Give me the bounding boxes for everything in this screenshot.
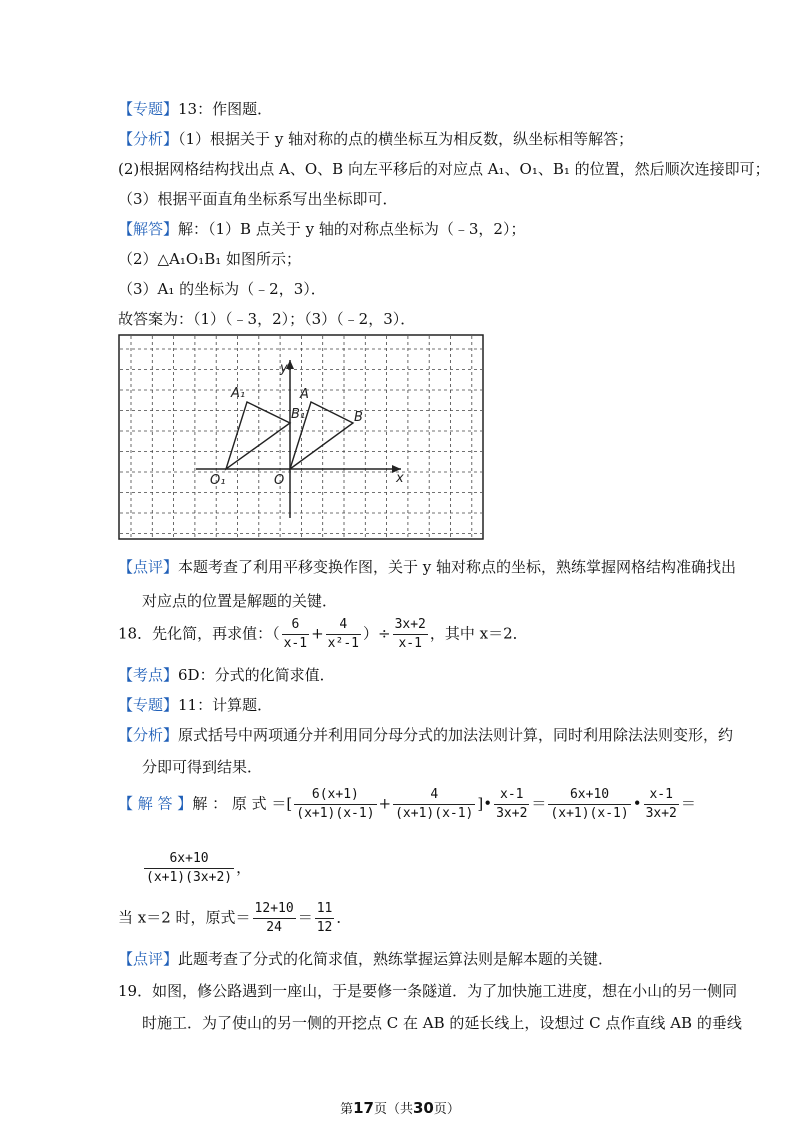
footer-mid: 页（共 bbox=[373, 1102, 413, 1117]
line-knowledge-point bbox=[118, 664, 335, 686]
line-problem-19 bbox=[118, 980, 737, 1002]
label-o1: O₁ bbox=[210, 473, 226, 488]
equals-sign: ＝ bbox=[297, 908, 313, 927]
frac-den: 3x+2 bbox=[496, 806, 528, 821]
frac-num: 6x+10 bbox=[548, 786, 630, 805]
line-analysis bbox=[118, 128, 633, 150]
plus-sign: + bbox=[378, 794, 392, 813]
grid-lines bbox=[120, 336, 482, 538]
frac-den: (x+1)(x-1) bbox=[550, 806, 629, 821]
bracket-open: [ bbox=[286, 794, 293, 813]
fraction-result bbox=[144, 850, 234, 887]
answer-text-2: （2）△A₁O₁B₁ 如图所示； bbox=[118, 250, 302, 268]
analysis-text-3: （3）根据平面直角坐标系写出坐标即可． bbox=[118, 190, 398, 208]
answer-text-1: 解：（1）B 点关于 y 轴的对称点坐标为（﹣3，2）； bbox=[178, 220, 526, 238]
tag-comment: 【点评】 bbox=[118, 558, 179, 576]
label-o: O bbox=[274, 473, 285, 488]
fraction-step-3 bbox=[494, 786, 529, 823]
analysis-18-text-2: 分即可得到结果． bbox=[142, 758, 263, 776]
line-answer-2 bbox=[118, 248, 301, 270]
line-comment bbox=[118, 556, 736, 578]
fraction-value-1 bbox=[253, 900, 296, 937]
fraction-step-2 bbox=[393, 786, 475, 823]
solution-18-evaluate bbox=[118, 900, 351, 937]
comment-text-1: 本题考查了利用平移变换作图，关于 y 轴对称点的坐标，熟练掌握网格结构准确找出 bbox=[178, 558, 737, 576]
grid-border bbox=[119, 335, 483, 539]
frac-den: (x+1)(x-1) bbox=[395, 806, 474, 821]
topic-2-text: 11：计算题． bbox=[178, 696, 273, 714]
analysis-text-2: (2)根据网格结构找出点 A、O、B 向左平移后的对应点 A₁、O₁、B₁ 的位置，然后顺次连接即可； bbox=[118, 160, 770, 178]
label-b1: B₁ bbox=[291, 407, 306, 422]
label-b: B bbox=[354, 410, 363, 425]
fraction-step-5 bbox=[644, 786, 679, 823]
label-x: x bbox=[396, 471, 404, 486]
fraction-6-over-x-1 bbox=[282, 616, 309, 653]
frac-num: x-1 bbox=[644, 786, 679, 805]
frac-den: 12 bbox=[316, 920, 333, 935]
line-analysis-18-2 bbox=[142, 756, 262, 778]
frac-den: x²-1 bbox=[327, 636, 359, 651]
analysis-18-text-1: 原式括号中两项通分并利用同分母分式的加法法则计算，同时利用除法法则变形，约 bbox=[178, 726, 734, 744]
frac-num: 6x+10 bbox=[144, 850, 234, 869]
comment-18-text: 此题考查了分式的化简求值，熟练掌握运算法则是解本题的关键． bbox=[178, 950, 614, 968]
tag-answer-18: 【 解 答 】 bbox=[118, 794, 193, 813]
comment-text-2: 对应点的位置是解题的关键． bbox=[142, 592, 338, 610]
evaluate-prefix: 当 x＝2 时，原式＝ bbox=[118, 908, 251, 927]
equals-sign: ＝ bbox=[531, 794, 547, 813]
line-topic bbox=[118, 98, 272, 120]
line-analysis-2 bbox=[118, 158, 770, 180]
frac-num: 6 bbox=[282, 616, 309, 635]
frac-num: 12+10 bbox=[253, 900, 296, 919]
final-answer-text: 故答案为：（1）（﹣3，2）；（3）（﹣2，3）． bbox=[118, 310, 416, 328]
line-problem-19-2 bbox=[142, 1012, 742, 1034]
label-a: A bbox=[300, 387, 309, 402]
frac-num: 4 bbox=[393, 786, 475, 805]
period: ． bbox=[336, 908, 352, 927]
tag-knowledge-point: 【考点】 bbox=[118, 666, 179, 684]
fraction-step-1 bbox=[294, 786, 376, 823]
frac-den: 24 bbox=[266, 920, 282, 935]
tag-analysis: 【分析】 bbox=[118, 130, 179, 148]
problem-18-tail: ，其中 x＝2． bbox=[429, 624, 528, 643]
page-footer bbox=[0, 1098, 800, 1117]
frac-den: (x+1)(3x+2) bbox=[146, 870, 233, 885]
bracket-close: ]• bbox=[477, 794, 493, 813]
equals-sign: ＝ bbox=[680, 794, 696, 813]
label-y: y bbox=[280, 361, 288, 376]
problem-19-text-2: 时施工．为了使山的另一侧的开挖点 C 在 AB 的延长线上，设想过 C 点作直线 AB 的垂线 bbox=[142, 1014, 742, 1032]
line-analysis-18 bbox=[118, 724, 733, 746]
grid-figure bbox=[118, 334, 484, 540]
problem-18-text: 18．先化简，再求值： bbox=[118, 624, 273, 643]
total-pages: 30 bbox=[413, 1099, 434, 1117]
solution-18 bbox=[118, 786, 696, 823]
footer-post: 页） bbox=[433, 1102, 460, 1117]
footer-pre: 第 bbox=[340, 1102, 354, 1117]
problem-18 bbox=[118, 616, 528, 653]
topic-text: 13：作图题． bbox=[178, 100, 273, 118]
tag-topic-2: 【专题】 bbox=[118, 696, 179, 714]
frac-den: x-1 bbox=[398, 636, 422, 651]
frac-den: x-1 bbox=[283, 636, 308, 651]
fraction-step-4 bbox=[548, 786, 630, 823]
paren-open: （ bbox=[272, 624, 280, 643]
knowledge-point-text: 6D：分式的化简求值． bbox=[178, 666, 335, 684]
frac-den: 3x+2 bbox=[645, 806, 677, 821]
tag-analysis-18: 【分析】 bbox=[118, 726, 179, 744]
solution-18-result bbox=[142, 850, 251, 887]
comma: ， bbox=[236, 858, 252, 877]
frac-num: 4 bbox=[326, 616, 361, 635]
problem-19-text-1: 19．如图，修公路遇到一座山，于是要修一条隧道．为了加快施工进度，想在小山的另一侧同 bbox=[118, 982, 738, 1000]
tag-comment-18: 【点评】 bbox=[118, 950, 179, 968]
line-answer-3 bbox=[118, 278, 326, 300]
plus-sign: + bbox=[311, 624, 324, 643]
multiply-dot: • bbox=[632, 794, 642, 813]
frac-num: x-1 bbox=[494, 786, 529, 805]
label-a1: A₁ bbox=[231, 386, 246, 401]
line-comment-2 bbox=[142, 590, 337, 612]
frac-num: 3x+2 bbox=[393, 616, 428, 635]
page-number: 17 bbox=[353, 1099, 374, 1117]
answer-text-3: （3）A₁ 的坐标为（﹣2，3）． bbox=[118, 280, 326, 298]
line-analysis-3 bbox=[118, 188, 398, 210]
frac-num: 6(x+1) bbox=[294, 786, 376, 805]
line-topic-2 bbox=[118, 694, 272, 716]
line-comment-18 bbox=[118, 948, 613, 970]
analysis-text-1: （1）根据关于 y 轴对称的点的横坐标互为相反数，纵坐标相等解答； bbox=[178, 130, 634, 148]
fraction-value-2 bbox=[315, 900, 335, 937]
tag-topic: 【专题】 bbox=[118, 100, 179, 118]
frac-den: (x+1)(x-1) bbox=[296, 806, 375, 821]
line-final-answer bbox=[118, 308, 415, 330]
fraction-3x2-over-x-1 bbox=[393, 616, 428, 653]
solution-prefix: 解 ： 原 式 ＝ bbox=[192, 794, 287, 813]
line-answer bbox=[118, 218, 525, 240]
fraction-4-over-x2-1 bbox=[326, 616, 361, 653]
frac-num: 11 bbox=[315, 900, 335, 919]
tag-answer: 【解答】 bbox=[118, 220, 179, 238]
paren-close-divide: ）÷ bbox=[362, 624, 391, 643]
